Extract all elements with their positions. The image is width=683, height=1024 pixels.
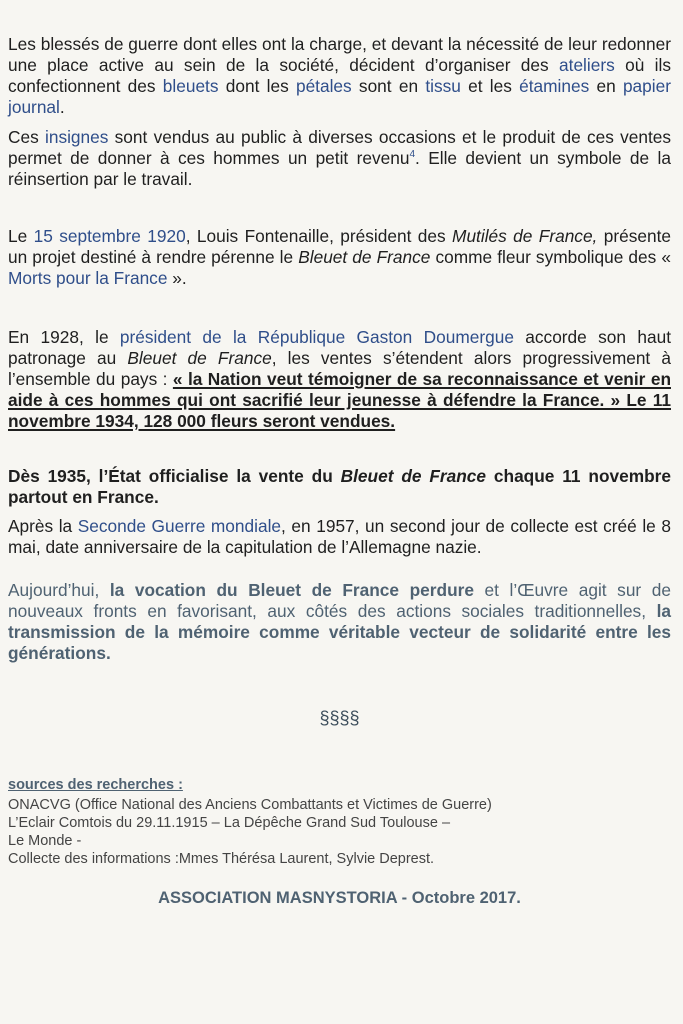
link-seconde-guerre[interactable]: Seconde Guerre mondiale [77,516,282,536]
link-tissu[interactable]: tissu [425,76,461,96]
paragraph-1928: En 1928, le président de la République Gaston Doumergue accorde son haut patronage au Bleuet de France, les ventes s’étendent alors progressivement à l’ensemble du pays : « la Nation veut témoigner de sa reconnaissance et venir en aide à ces hommes qui ont sacrifié leur jeunesse à défendre la France. » Le 11 novembre 1934, 128 000 fleurs seront vendues. [8,327,671,431]
link-ateliers[interactable]: ateliers [559,55,615,75]
paragraph-aujourdhui: Aujourd’hui, la vocation du Bleuet de France perdure et l’Œuvre agit sur de nouveaux fronts en favorisant, aux côtés des actions sociales traditionnelles, la transmission de la mémoire comme véritable vecteur de solidarité entre les générations. [8,580,671,663]
source-line: Collecte des informations :Mmes Thérésa Laurent, Sylvie Deprest. [8,851,435,867]
link-doumergue[interactable]: président de la République Gaston Doumergue [119,327,514,347]
paragraph-1957: Après la Seconde Guerre mondiale, en 1957, un second jour de collecte est créé le 8 mai, date anniversaire de la capitulation de l’Allemagne nazie. [8,516,671,557]
source-line: L’Eclair Comtois du 29.11.1915 – La Dépêche Grand Sud Toulouse – [8,815,451,831]
link-insignes[interactable]: insignes [45,127,109,147]
paragraph-1935: Dès 1935, l’État officialise la vente du Bleuet de France chaque 11 novembre partout en France. [8,466,671,507]
source-line: ONACVG (Office National des Anciens Combattants et Victimes de Guerre) [8,797,492,813]
link-bleuets[interactable]: bleuets [162,76,219,96]
quote-nation: « la Nation veut témoigner de sa reconnaissance et venir en aide à ces hommes qui ont sacrifié leur jeunesse à défendre la France. » Le 11 novembre 1934, 128 000 fleurs seront vendues. [8,369,671,431]
link-petales[interactable]: pétales [295,76,352,96]
association-signature: ASSOCIATION MASNYSTORIA - Octobre 2017. [158,889,521,907]
paragraph-insignes: Ces insignes sont vendus au public à diverses occasions et le produit de ces ventes permet de donner à ces hommes un petit revenu$^4$. Elle devient un symbole de la réinsertion par le travail. [8,127,672,189]
sources-title: sources des recherches : [8,777,183,793]
source-line: Le Monde - [8,833,82,849]
link-papier-journal[interactable]: papier journal [8,76,671,117]
link-morts-pour-la-france[interactable]: Morts pour la France [8,268,168,288]
paragraph-ateliers: Les blessés de guerre dont elles ont la charge, et devant la nécessité de leur redonner une place active au sein de la société, décident d’organiser des ateliers où ils confectionnent des bleuets dont les pétales sont en tissu et les étamines en papier journal. [8,34,671,117]
section-separator: §§§§ [319,708,360,728]
link-date-1920[interactable]: 15 septembre 1920 [33,226,186,246]
footnote-ref[interactable]: 4 [409,149,416,161]
link-etamines[interactable]: étamines [519,76,590,96]
paragraph-1920: Le 15 septembre 1920, Louis Fontenaille, président des Mutilés de France, présente un projet destiné à rendre pérenne le Bleuet de France comme fleur symbolique des « Morts pour la France ». [8,226,672,288]
